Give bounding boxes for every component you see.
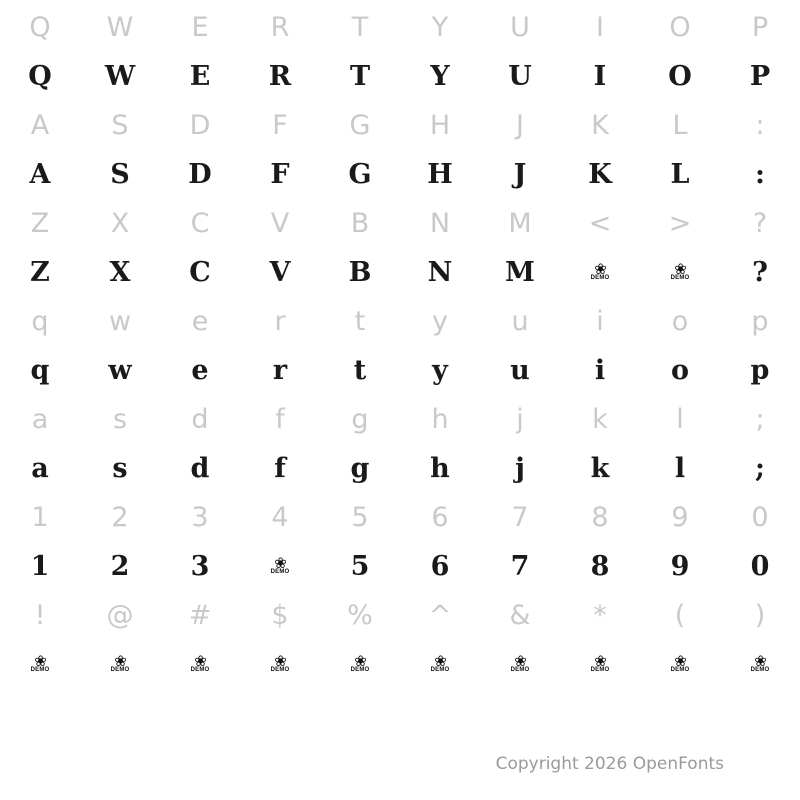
sample-glyph: B: [348, 256, 372, 288]
reference-glyph: *: [593, 599, 607, 631]
reference-glyph: E: [191, 11, 209, 43]
demo-mark: [270, 651, 290, 674]
demo-mark-petals: ❀: [594, 651, 606, 670]
sample-glyph: p: [750, 354, 770, 386]
reference-row: [0, 298, 800, 344]
reference-glyph: (: [674, 599, 686, 631]
sample-glyph: e: [191, 354, 209, 386]
reference-glyph: #: [188, 599, 212, 631]
sample-glyph: 1: [30, 550, 50, 582]
reference-row: [0, 102, 800, 148]
sample-glyph: K: [588, 158, 612, 190]
reference-glyph: e: [191, 305, 209, 337]
reference-glyph: ^: [428, 599, 452, 631]
reference-row: [0, 4, 800, 50]
demo-flower-icon: [640, 638, 720, 690]
reference-glyph: W: [106, 11, 134, 43]
sample-row: [0, 442, 800, 494]
reference-glyph: R: [270, 11, 290, 43]
reference-glyph: s: [112, 403, 128, 435]
demo-mark-label: DEMO: [590, 667, 610, 674]
reference-glyph: !: [34, 599, 46, 631]
reference-glyph: h: [431, 403, 449, 435]
reference-glyph: U: [510, 11, 530, 43]
reference-glyph: B: [350, 207, 370, 239]
sample-glyph: D: [188, 158, 212, 190]
reference-glyph: H: [429, 109, 451, 141]
reference-glyph: @: [106, 599, 134, 631]
reference-glyph: C: [190, 207, 210, 239]
sample-glyph: M: [505, 256, 535, 288]
sample-glyph: f: [274, 452, 286, 484]
sample-glyph: u: [510, 354, 530, 386]
demo-mark: [270, 553, 290, 576]
demo-mark-petals: ❀: [34, 651, 46, 670]
demo-mark: [670, 259, 690, 282]
demo-mark-petals: ❀: [514, 651, 526, 670]
reference-glyph: G: [349, 109, 371, 141]
demo-mark-label: DEMO: [510, 667, 530, 674]
reference-glyph: u: [511, 305, 529, 337]
reference-glyph: 7: [511, 501, 529, 533]
reference-glyph: a: [31, 403, 49, 435]
demo-mark-label: DEMO: [190, 667, 210, 674]
sample-glyph: 3: [190, 550, 210, 582]
reference-glyph: k: [592, 403, 608, 435]
demo-mark-petals: ❀: [434, 651, 446, 670]
reference-glyph: S: [111, 109, 129, 141]
sample-glyph: k: [590, 452, 610, 484]
sample-glyph: W: [104, 60, 136, 92]
demo-flower-icon: [160, 638, 240, 690]
reference-glyph: 2: [111, 501, 129, 533]
reference-glyph: ;: [755, 403, 765, 435]
sample-glyph: 8: [590, 550, 610, 582]
sample-glyph: ;: [755, 452, 765, 484]
sample-glyph: I: [593, 60, 607, 92]
reference-glyph: 3: [191, 501, 209, 533]
demo-mark: [590, 651, 610, 674]
sample-glyph: 7: [510, 550, 530, 582]
demo-flower-icon: [320, 638, 400, 690]
reference-glyph: 9: [671, 501, 689, 533]
demo-mark: [350, 651, 370, 674]
demo-mark-label: DEMO: [670, 275, 690, 282]
sample-row: [0, 148, 800, 200]
sample-glyph: d: [190, 452, 210, 484]
sample-glyph: t: [353, 354, 367, 386]
reference-glyph: t: [354, 305, 366, 337]
demo-mark: [670, 651, 690, 674]
reference-glyph: d: [191, 403, 209, 435]
reference-glyph: &: [509, 599, 531, 631]
reference-glyph: 1: [31, 501, 49, 533]
demo-mark: [110, 651, 130, 674]
sample-glyph: r: [272, 354, 288, 386]
reference-glyph: O: [669, 11, 691, 43]
demo-flower-icon: [560, 246, 640, 298]
sample-glyph: q: [30, 354, 50, 386]
sample-glyph: i: [594, 354, 606, 386]
demo-mark-petals: ❀: [274, 651, 286, 670]
sample-glyph: Y: [430, 60, 450, 92]
sample-glyph: Z: [30, 256, 50, 288]
demo-mark-label: DEMO: [270, 569, 290, 576]
reference-glyph: w: [108, 305, 132, 337]
sample-glyph: T: [349, 60, 371, 92]
sample-row: [0, 344, 800, 396]
reference-glyph: N: [429, 207, 451, 239]
sample-glyph: h: [430, 452, 450, 484]
sample-glyph: 5: [350, 550, 370, 582]
reference-glyph: 0: [751, 501, 769, 533]
reference-glyph: i: [596, 305, 604, 337]
reference-glyph: P: [751, 11, 769, 43]
reference-glyph: ): [754, 599, 766, 631]
reference-glyph: >: [668, 207, 692, 239]
demo-flower-icon: [720, 638, 800, 690]
reference-glyph: o: [671, 305, 689, 337]
sample-glyph: X: [109, 256, 131, 288]
reference-glyph: l: [676, 403, 684, 435]
sample-glyph: J: [513, 158, 527, 190]
sample-glyph: 0: [750, 550, 770, 582]
demo-mark-label: DEMO: [590, 275, 610, 282]
sample-glyph: y: [432, 354, 448, 386]
reference-glyph: D: [189, 109, 211, 141]
sample-glyph: C: [189, 256, 211, 288]
sample-glyph: U: [508, 60, 532, 92]
sample-row: [0, 638, 800, 690]
sample-glyph: 6: [430, 550, 450, 582]
reference-glyph: 5: [351, 501, 369, 533]
demo-mark-label: DEMO: [270, 667, 290, 674]
demo-mark-petals: ❀: [674, 651, 686, 670]
demo-mark: [430, 651, 450, 674]
demo-flower-icon: [80, 638, 160, 690]
reference-glyph: Q: [29, 11, 51, 43]
sample-glyph: R: [268, 60, 292, 92]
reference-glyph: %: [347, 599, 373, 631]
sample-glyph: ?: [752, 256, 768, 288]
reference-glyph: F: [272, 109, 288, 141]
reference-glyph: 6: [431, 501, 449, 533]
sample-glyph: w: [108, 354, 132, 386]
demo-mark-petals: ❀: [674, 259, 686, 278]
reference-glyph: f: [275, 403, 285, 435]
demo-flower-icon: [0, 638, 80, 690]
sample-glyph: E: [189, 60, 211, 92]
demo-mark-label: DEMO: [110, 667, 130, 674]
reference-glyph: $: [271, 599, 289, 631]
demo-flower-icon: [560, 638, 640, 690]
sample-glyph: V: [269, 256, 291, 288]
demo-mark: [30, 651, 50, 674]
demo-mark-label: DEMO: [350, 667, 370, 674]
sample-glyph: g: [350, 452, 370, 484]
reference-glyph: A: [30, 109, 50, 141]
reference-glyph: X: [110, 207, 130, 239]
sample-row: [0, 246, 800, 298]
demo-mark: [190, 651, 210, 674]
sample-glyph: G: [348, 158, 372, 190]
demo-mark-petals: ❀: [274, 553, 286, 572]
sample-glyph: H: [427, 158, 453, 190]
sample-glyph: s: [112, 452, 128, 484]
reference-row: [0, 592, 800, 638]
reference-glyph: Y: [431, 11, 449, 43]
demo-flower-icon: [400, 638, 480, 690]
reference-glyph: j: [516, 403, 524, 435]
reference-glyph: K: [591, 109, 609, 141]
sample-row: [0, 50, 800, 102]
copyright-notice: Copyright 2026 OpenFonts: [495, 754, 724, 774]
demo-flower-icon: [240, 638, 320, 690]
sample-glyph: S: [110, 158, 130, 190]
reference-glyph: r: [274, 305, 286, 337]
demo-mark-petals: ❀: [114, 651, 126, 670]
reference-glyph: 4: [271, 501, 289, 533]
sample-glyph: j: [515, 452, 525, 484]
reference-row: [0, 494, 800, 540]
demo-mark-petals: ❀: [354, 651, 366, 670]
demo-mark-label: DEMO: [750, 667, 770, 674]
demo-flower-icon: [240, 540, 320, 592]
reference-glyph: ?: [752, 207, 768, 239]
demo-mark-label: DEMO: [30, 667, 50, 674]
demo-flower-icon: [480, 638, 560, 690]
sample-glyph: a: [31, 452, 49, 484]
reference-glyph: M: [508, 207, 532, 239]
reference-glyph: 8: [591, 501, 609, 533]
reference-glyph: Z: [30, 207, 50, 239]
sample-glyph: O: [668, 60, 692, 92]
demo-flower-icon: [640, 246, 720, 298]
reference-glyph: <: [588, 207, 612, 239]
sample-glyph: 2: [110, 550, 130, 582]
sample-glyph: l: [674, 452, 686, 484]
demo-mark-label: DEMO: [430, 667, 450, 674]
demo-mark: [590, 259, 610, 282]
reference-glyph: g: [351, 403, 369, 435]
reference-glyph: y: [432, 305, 448, 337]
demo-mark-petals: ❀: [754, 651, 766, 670]
reference-glyph: T: [351, 11, 369, 43]
sample-glyph: N: [427, 256, 453, 288]
sample-glyph: Q: [28, 60, 52, 92]
sample-row: [0, 540, 800, 592]
demo-mark: [750, 651, 770, 674]
sample-glyph: :: [755, 158, 765, 190]
reference-glyph: J: [516, 109, 524, 141]
reference-glyph: :: [755, 109, 765, 141]
reference-glyph: V: [270, 207, 290, 239]
sample-glyph: o: [670, 354, 689, 386]
reference-glyph: I: [596, 11, 604, 43]
sample-glyph: 9: [670, 550, 690, 582]
demo-mark-petals: ❀: [194, 651, 206, 670]
sample-glyph: L: [670, 158, 690, 190]
reference-glyph: q: [31, 305, 49, 337]
reference-glyph: L: [672, 109, 688, 141]
demo-mark: [510, 651, 530, 674]
reference-glyph: p: [751, 305, 769, 337]
demo-mark-petals: ❀: [594, 259, 606, 278]
reference-row: [0, 200, 800, 246]
sample-glyph: P: [749, 60, 771, 92]
sample-glyph: F: [270, 158, 290, 190]
demo-mark-label: DEMO: [670, 667, 690, 674]
reference-row: [0, 396, 800, 442]
sample-glyph: A: [29, 158, 51, 190]
